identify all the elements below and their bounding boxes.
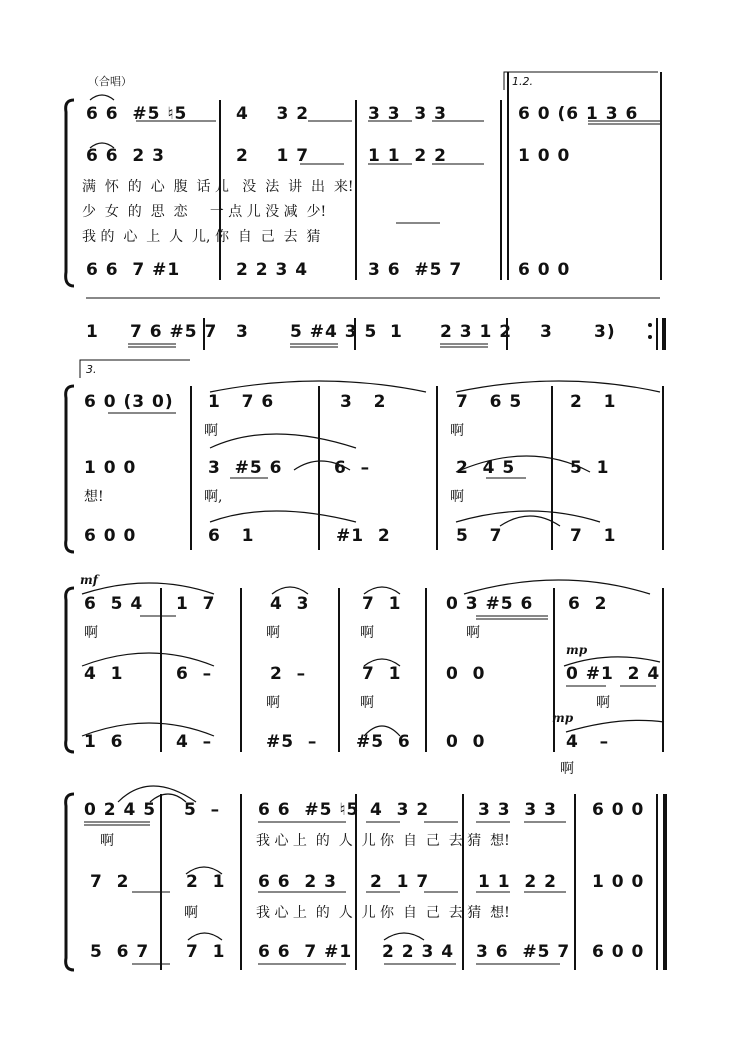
s3-v2-m2: 6 – bbox=[176, 664, 213, 684]
s1-v2-m2: 2 1 7 bbox=[236, 146, 310, 166]
barline bbox=[425, 588, 427, 752]
s3-lyric2-a: 啊 bbox=[266, 695, 280, 711]
s4-v2-m4: 2 1 7 bbox=[370, 872, 430, 892]
s1-v1-m3: 3 3 3 3 bbox=[368, 104, 447, 124]
s2-v3-m5: 7 1 bbox=[570, 526, 617, 546]
s4-v2-m1: 7 2 bbox=[90, 872, 130, 892]
barline bbox=[462, 794, 464, 970]
s1-v3-m4: 6 0 0 bbox=[518, 260, 571, 280]
s2-lyric2-a: 想! bbox=[84, 489, 104, 505]
s1-lyric-3: 我 的 心 上 人 儿, 你 自 己 去 猜 bbox=[82, 229, 321, 245]
s3-lyric1-b: 啊 bbox=[266, 625, 280, 641]
barline bbox=[355, 100, 357, 280]
s4-v3-m2: 7 1 bbox=[186, 942, 226, 962]
s1-lyric-2: 少 女 的 思 恋 一 点 儿 没 减 少! bbox=[82, 204, 327, 220]
s4-v1-m1: 0 2 4 5 bbox=[84, 800, 157, 820]
s4-v3-m1: 5 6 7 bbox=[90, 942, 150, 962]
s4-lyric1-b: 我 心 上 的 人 儿 你 自 己 去 猜 想! bbox=[256, 833, 510, 849]
s4-lyric1-a: 啊 bbox=[100, 833, 114, 849]
s2-v3-m2: 6 1 bbox=[208, 526, 255, 546]
barline bbox=[436, 386, 438, 550]
s2-v2-m4: 2 4 5 bbox=[456, 458, 516, 478]
s2-lyric1-b: 啊 bbox=[450, 423, 464, 439]
s3-lyric2-b: 啊 bbox=[360, 695, 374, 711]
s3-v1-m3: 4 3 bbox=[270, 594, 310, 614]
s2-v3-m3: #1 2 bbox=[336, 526, 391, 546]
barline bbox=[160, 588, 162, 752]
s1-v2-m1: 6 6 2 3 bbox=[86, 146, 165, 166]
s1-v3-m1: 6 6 7 #1 bbox=[86, 260, 181, 280]
int-n6: 2 3 1 2 bbox=[440, 322, 513, 342]
s4-v1-m4: 4 3 2 bbox=[370, 800, 430, 820]
s4-v2-m2: 2 1 bbox=[186, 872, 226, 892]
s1-lyric-1: 满 怀 的 心 腹 话 儿 没 法 讲 出 来! bbox=[82, 179, 354, 195]
int-n1: 1 bbox=[86, 322, 99, 342]
s3-v3-m4: #5 6 bbox=[356, 732, 411, 752]
dynamic-mp-1: mp bbox=[566, 643, 588, 657]
int-n8: 3) bbox=[594, 322, 616, 342]
s1-v2-m3: 1 1 2 2 bbox=[368, 146, 447, 166]
s3-v2-m6: 0 #1 2 4 bbox=[566, 664, 661, 684]
s2-v2-m3: 6 – bbox=[334, 458, 371, 478]
barline bbox=[240, 588, 242, 752]
s4-v3-m4: 2 2 3 4 bbox=[382, 942, 455, 962]
s3-v2-m3: 2 – bbox=[270, 664, 307, 684]
s3-lyric1-d: 啊 bbox=[466, 625, 480, 641]
barline bbox=[656, 318, 658, 350]
s4-v2-m3: 6 6 2 3 bbox=[258, 872, 337, 892]
s3-v3-m2: 4 – bbox=[176, 732, 213, 752]
barline bbox=[338, 588, 340, 752]
s3-v3-m6: 4 – bbox=[566, 732, 610, 752]
s3-v3-m3: #5 – bbox=[266, 732, 318, 752]
s3-v1-m1: 6 5 4 bbox=[84, 594, 144, 614]
barline bbox=[318, 386, 320, 550]
s2-v1-m4: 7 6 5 bbox=[456, 392, 523, 412]
s2-v2-m1: 1 0 0 bbox=[84, 458, 137, 478]
dynamic-mp-2: mp bbox=[552, 711, 574, 725]
s3-v1-m2: 1 7 bbox=[176, 594, 216, 614]
s3-v3-m5: 0 0 bbox=[446, 732, 486, 752]
s2-v1-m3: 3 2 bbox=[340, 392, 387, 412]
s2-v1-m1: 6 0 (3 0) bbox=[84, 392, 174, 412]
s1-v1-m2: 4 3 2 bbox=[236, 104, 310, 124]
barline bbox=[662, 588, 664, 752]
volta-12-label: 1.2. bbox=[512, 75, 533, 88]
int-n3: 3 bbox=[236, 322, 249, 342]
dynamic-mf: mf bbox=[80, 573, 98, 587]
int-n7: 3 bbox=[540, 322, 553, 342]
barline bbox=[551, 386, 553, 550]
s3-lyric2-c: 啊 bbox=[596, 695, 610, 711]
barline bbox=[355, 794, 357, 970]
s3-v1-m4: 7 1 bbox=[362, 594, 402, 614]
s4-lyric2-b: 我 心 上 的 人 儿 你 自 己 去 猜 想! bbox=[256, 905, 510, 921]
s2-v3-m4: 5 7 bbox=[456, 526, 503, 546]
s3-v1-m6: 6 2 bbox=[568, 594, 608, 614]
final-barline bbox=[663, 794, 667, 970]
s4-v1-m5: 3 3 3 3 bbox=[478, 800, 557, 820]
s2-v3-m1: 6 0 0 bbox=[84, 526, 137, 546]
s2-lyric1-a: 啊 bbox=[204, 423, 218, 439]
s1-v3-m3: 3 6 #5 7 bbox=[368, 260, 463, 280]
barline bbox=[553, 588, 555, 752]
s2-v1-m2: 1 7 6 bbox=[208, 392, 275, 412]
s4-v1-m3: 6 6 #5 ♮5 bbox=[258, 800, 360, 820]
final-barline bbox=[662, 318, 666, 350]
s2-v1-m5: 2 1 bbox=[570, 392, 617, 412]
barline bbox=[190, 386, 192, 550]
int-n4: 5 #4 3 5 bbox=[290, 322, 378, 342]
s1-v3-m2: 2 2 3 4 bbox=[236, 260, 309, 280]
int-n5: 1 bbox=[390, 322, 403, 342]
s2-v2-m2: 3 #5 6 bbox=[208, 458, 283, 478]
barline bbox=[660, 72, 662, 280]
s3-v2-m5: 0 0 bbox=[446, 664, 486, 684]
s1-v2-m4: 1 0 0 bbox=[518, 146, 571, 166]
barline bbox=[160, 794, 162, 970]
barline bbox=[574, 794, 576, 970]
chorus-label: （合唱） bbox=[88, 75, 132, 88]
s3-v2-m1: 4 1 bbox=[84, 664, 124, 684]
barline bbox=[500, 100, 502, 280]
barline bbox=[656, 794, 658, 970]
volta-3-label: 3. bbox=[86, 363, 97, 376]
s2-lyric2-c: 啊 bbox=[450, 489, 464, 505]
s4-v3-m6: 6 0 0 bbox=[592, 942, 645, 962]
s2-lyric2-b: 啊, bbox=[204, 489, 223, 505]
s3-lyric1-c: 啊 bbox=[360, 625, 374, 641]
barline bbox=[662, 386, 664, 550]
s3-v1-m5: 0 3 #5 6 bbox=[446, 594, 534, 614]
s1-v1-m1: 6 6 #5 ♮5 bbox=[86, 104, 188, 124]
barline bbox=[507, 72, 509, 280]
barline bbox=[240, 794, 242, 970]
s1-v1-m4: 6 0 (6 1 3 6 bbox=[518, 104, 639, 124]
s3-lyric1-a: 啊 bbox=[84, 625, 98, 641]
s4-v2-m6: 1 0 0 bbox=[592, 872, 645, 892]
int-n2: 7 6 #5 7 bbox=[130, 322, 218, 342]
s4-v1-m6: 6 0 0 bbox=[592, 800, 645, 820]
s4-v3-m3: 6 6 7 #1 bbox=[258, 942, 353, 962]
s3-v3-m1: 1 6 bbox=[84, 732, 124, 752]
s3-lyric3-a: 啊 bbox=[560, 761, 574, 777]
s4-lyric2-a: 啊 bbox=[184, 905, 198, 921]
s4-v2-m5: 1 1 2 2 bbox=[478, 872, 557, 892]
s4-v1-m2: 5 – bbox=[184, 800, 221, 820]
s4-v3-m5: 3 6 #5 7 bbox=[476, 942, 571, 962]
s3-v2-m4: 7 1 bbox=[362, 664, 402, 684]
s2-v2-m5: 5 1 bbox=[570, 458, 610, 478]
